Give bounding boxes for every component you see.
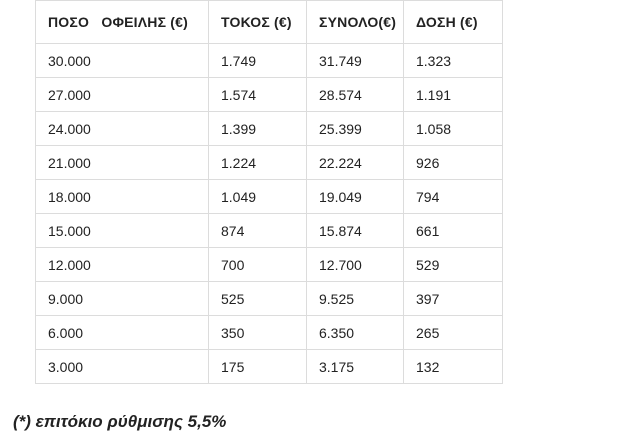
cell-installment: 132 <box>404 350 503 384</box>
cell-total: 25.399 <box>307 112 404 146</box>
cell-debt-amount: 15.000 <box>36 214 209 248</box>
table-row <box>36 282 503 316</box>
cell-installment: 265 <box>404 316 503 350</box>
table-row <box>36 214 503 248</box>
cell-interest: 1.224 <box>209 146 307 180</box>
cell-debt-amount: 18.000 <box>36 180 209 214</box>
cell-total: 15.874 <box>307 214 404 248</box>
cell-installment: 926 <box>404 146 503 180</box>
cell-total: 19.049 <box>307 180 404 214</box>
cell-total: 3.175 <box>307 350 404 384</box>
cell-interest: 1.574 <box>209 78 307 112</box>
cell-interest: 1.399 <box>209 112 307 146</box>
table-row <box>36 146 503 180</box>
cell-debt-amount: 30.000 <box>36 44 209 78</box>
table-row <box>36 180 503 214</box>
cell-installment: 1.323 <box>404 44 503 78</box>
table-row <box>36 112 503 146</box>
cell-interest: 525 <box>209 282 307 316</box>
cell-debt-amount: 21.000 <box>36 146 209 180</box>
cell-interest: 350 <box>209 316 307 350</box>
cell-installment: 794 <box>404 180 503 214</box>
cell-total: 31.749 <box>307 44 404 78</box>
cell-interest: 1.049 <box>209 180 307 214</box>
table-row <box>36 44 503 78</box>
cell-debt-amount: 27.000 <box>36 78 209 112</box>
footnote-interest-rate: (*) επιτόκιο ρύθμισης 5,5% <box>13 412 227 431</box>
cell-total: 12.700 <box>307 248 404 282</box>
table-row <box>36 78 503 112</box>
cell-interest: 700 <box>209 248 307 282</box>
cell-total: 22.224 <box>307 146 404 180</box>
header-debt-amount: ΠΟΣΟ ΟΦΕΙΛΗΣ (€) <box>36 1 209 44</box>
header-installment: ΔΟΣΗ (€) <box>404 1 503 44</box>
cell-total: 6.350 <box>307 316 404 350</box>
cell-interest: 1.749 <box>209 44 307 78</box>
cell-total: 28.574 <box>307 78 404 112</box>
table-row <box>36 350 503 384</box>
cell-installment: 1.058 <box>404 112 503 146</box>
table-row <box>36 248 503 282</box>
installments-table <box>35 0 503 384</box>
cell-debt-amount: 3.000 <box>36 350 209 384</box>
cell-installment: 1.191 <box>404 78 503 112</box>
table-row <box>36 316 503 350</box>
cell-debt-amount: 24.000 <box>36 112 209 146</box>
cell-installment: 397 <box>404 282 503 316</box>
cell-debt-amount: 6.000 <box>36 316 209 350</box>
cell-interest: 874 <box>209 214 307 248</box>
header-interest: ΤΟΚΟΣ (€) <box>209 1 307 44</box>
cell-debt-amount: 12.000 <box>36 248 209 282</box>
header-total: ΣΥΝΟΛΟ(€) <box>307 1 404 44</box>
cell-debt-amount: 9.000 <box>36 282 209 316</box>
cell-installment: 529 <box>404 248 503 282</box>
table-header-row <box>36 1 503 44</box>
cell-installment: 661 <box>404 214 503 248</box>
cell-total: 9.525 <box>307 282 404 316</box>
cell-interest: 175 <box>209 350 307 384</box>
